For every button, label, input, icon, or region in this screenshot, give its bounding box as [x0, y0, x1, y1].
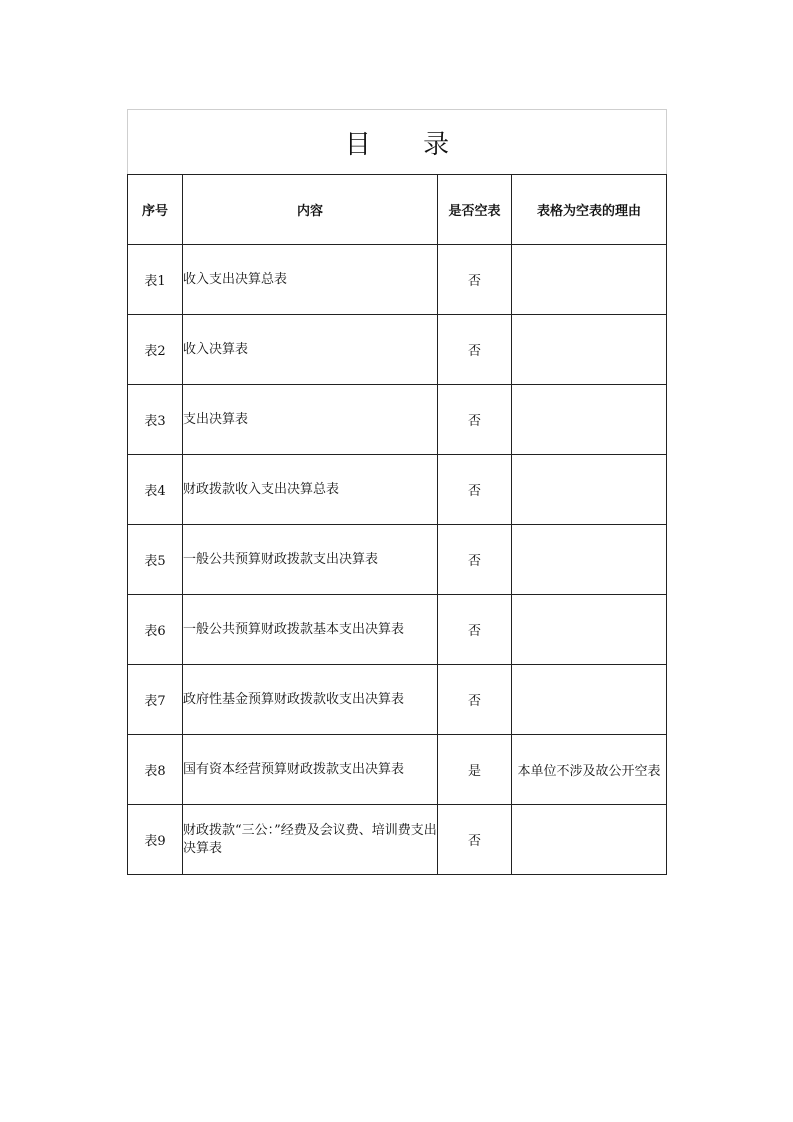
- row-reason: [512, 315, 667, 385]
- header-no: 序号: [128, 175, 183, 245]
- row-content: 财政拨款收入支出决算总表: [183, 455, 438, 525]
- row-is-empty: 否: [438, 245, 512, 315]
- row-no: 表8: [128, 735, 183, 805]
- row-reason: [512, 245, 667, 315]
- table-row: [128, 385, 667, 455]
- header-content: 内容: [183, 175, 438, 245]
- row-content: 支出决算表: [183, 385, 438, 455]
- table-row: [128, 595, 667, 665]
- row-no: 表3: [128, 385, 183, 455]
- table-row: [128, 315, 667, 385]
- table-row: [128, 525, 667, 595]
- row-reason: [512, 595, 667, 665]
- row-no: 表5: [128, 525, 183, 595]
- table-row: [128, 735, 667, 805]
- row-reason: [512, 665, 667, 735]
- row-no: 表9: [128, 805, 183, 875]
- title-row: [128, 110, 667, 175]
- row-is-empty: 否: [438, 805, 512, 875]
- row-no: 表2: [128, 315, 183, 385]
- row-content: 一般公共预算财政拨款支出决算表: [183, 525, 438, 595]
- row-no: 表4: [128, 455, 183, 525]
- row-no: 表1: [128, 245, 183, 315]
- row-content: 收入支出决算总表: [183, 245, 438, 315]
- row-is-empty: 是: [438, 735, 512, 805]
- row-is-empty: 否: [438, 455, 512, 525]
- row-no: 表7: [128, 665, 183, 735]
- row-is-empty: 否: [438, 595, 512, 665]
- row-reason: [512, 525, 667, 595]
- header-reason: 表格为空表的理由: [512, 175, 667, 245]
- header-row: [128, 175, 667, 245]
- row-content: 一般公共预算财政拨款基本支出决算表: [183, 595, 438, 665]
- row-reason: [512, 805, 667, 875]
- row-is-empty: 否: [438, 665, 512, 735]
- row-is-empty: 否: [438, 315, 512, 385]
- row-no: 表6: [128, 595, 183, 665]
- row-is-empty: 否: [438, 385, 512, 455]
- row-reason: [512, 455, 667, 525]
- row-is-empty: 否: [438, 525, 512, 595]
- row-content: 政府性基金预算财政拨款收支出决算表: [183, 665, 438, 735]
- row-reason: 本单位不涉及故公开空表: [512, 735, 667, 805]
- table-row: [128, 245, 667, 315]
- table-row: [128, 665, 667, 735]
- row-reason: [512, 385, 667, 455]
- page-title: 目 录: [128, 110, 667, 175]
- row-content: 收入决算表: [183, 315, 438, 385]
- toc-table: [127, 109, 667, 875]
- header-is-empty: 是否空表: [438, 175, 512, 245]
- row-content: 财政拨款“三公：”经费及会议费、培训费支出决算表: [183, 805, 438, 875]
- table-row: [128, 805, 667, 875]
- row-content: 国有资本经营预算财政拨款支出决算表: [183, 735, 438, 805]
- table-row: [128, 455, 667, 525]
